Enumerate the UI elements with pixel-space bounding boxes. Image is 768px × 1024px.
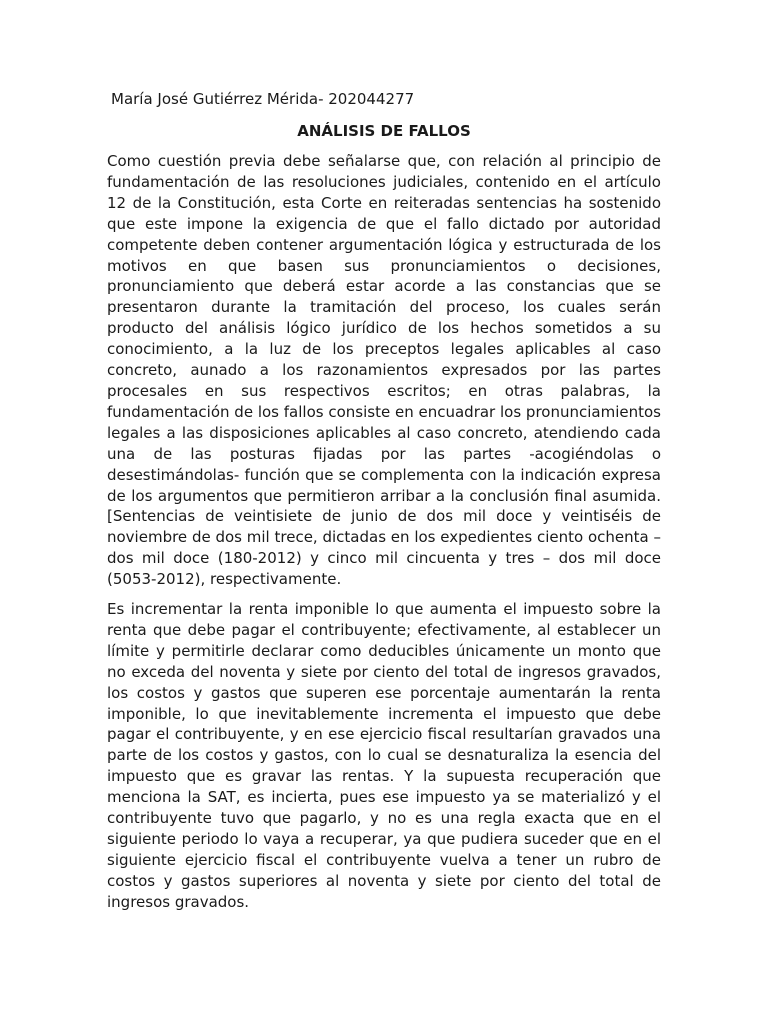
document-title: ANÁLISIS DE FALLOS: [297, 122, 471, 140]
paragraph-renta-imponible: Es incrementar la renta imponible lo que aumenta el impuesto sobre la renta que debe pagar el contribuyente; efectivamente, al establecer un límite y permitirle declarar como deducibles únicamente un monto que no exceda del noventa y siete por ciento del total de ingresos gravados, los costos y gastos que superen ese porcentaje aumentarán la renta imponible, lo que inevitablemente incrementa el impuesto que debe pagar el contribuyente, y en ese ejercicio fiscal resultarían gravados una parte de los costos y gastos, con lo cual se desnaturaliza la esencia del impuesto que es gravar las rentas. Y la supuesta recuperación que menciona la SAT, es incierta, pues ese impuesto ya se materializó y el contribuyente tuvo que pagarlo, y no es una regla exacta que en el siguiente periodo lo vaya a recuperar, ya que pudiera suceder que en el siguiente ejercicio fiscal el contribuyente vuelva a tener un rubro de costos y gastos superiores al noventa y siete por ciento del total de ingresos gravados.: [107, 600, 661, 911]
document-body: [107, 151, 661, 913]
paragraph-fundamentacion: Como cuestión previa debe señalarse que, con relación al principio de fundamentación de las resoluciones judiciales, contenido en el artículo 12 de la Constitución, esta Corte en reiteradas sentencias ha sostenido que este impone la exigencia de que el fallo dictado por autoridad competente deben contener argumentación lógica y estructurada de los motivos en que basen sus pronunciamientos o decisiones, pronunciamiento que deberá estar acorde a las constancias que se presentaron durante la tramitación del proceso, los cuales serán producto del análisis lógico jurídico de los hechos sometidos a su conocimiento, a la luz de los preceptos legales aplicables al caso concreto, aunado a los razonamientos expresados por las partes procesales en sus respectivos escritos; en otras palabras, la fundamentación de los fallos consiste en encuadrar los pronunciamientos legales a las disposiciones aplicables al caso concreto, atendiendo cada una de las posturas fijadas por las partes -acogiéndolas o desestimándolas- función que se complementa con la indicación expresa de los argumentos que permitieron arribar a la conclusión final asumida. [Sentencias de veintisiete de junio de dos mil doce y veintiséis de noviembre de dos mil trece, dictadas en los expedientes ciento ochenta – dos mil doce (180-2012) y cinco mil cincuenta y tres – dos mil doce (5053-2012), respectivamente.: [107, 152, 661, 589]
author-line: María José Gutiérrez Mérida- 202044277: [111, 90, 415, 108]
